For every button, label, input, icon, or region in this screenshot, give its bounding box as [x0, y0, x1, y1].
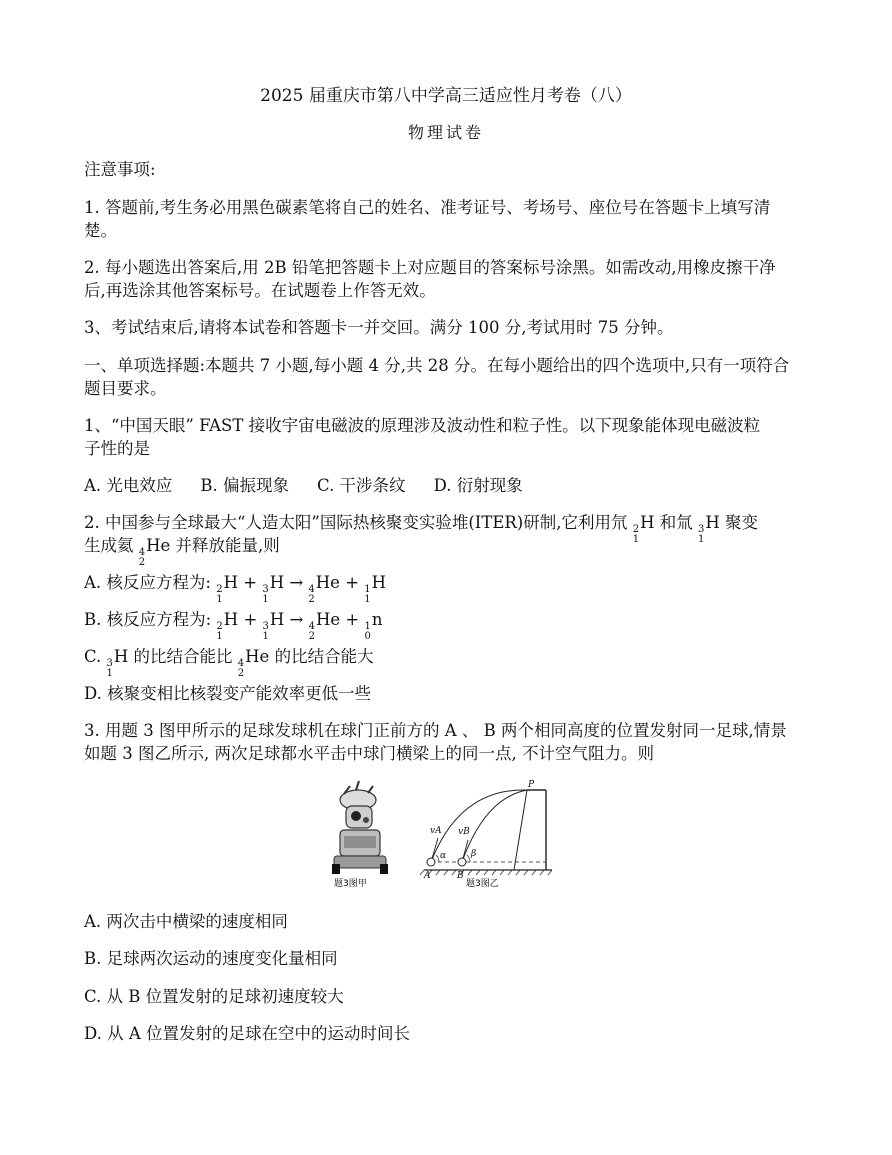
section-1-line-1: 一、单项选择题:本题共 7 小题,每小题 4 分,共 28 分。在每小题给出的四个选项中,只有一项符合	[84, 356, 790, 375]
section-1-line-2: 题目要求。	[84, 379, 167, 398]
q2-stem-line-1: 2. 中国参与全球最大“人造太阳”国际热核聚变实验堆(ITER)研制,它利用氘 $^{2 1}$ H 和氚 $^{3 1}$ H 聚变	[84, 513, 758, 545]
q2-option-b: B. 核反应方程为: $^{2 1}$ H + $^{3 1}$ H → $^{4 2}$ He + $^{1 0}$ n	[84, 610, 383, 642]
label-vA: vA	[430, 826, 442, 836]
ball-launcher-machine	[332, 781, 388, 874]
notice-item-2-line-1: 2. 每小题选出答案后,用 2B 铅笔把答题卡上对应题目的答案标号涂黑。如需改动,用橡皮擦干净	[84, 258, 776, 277]
q1-option-d: D. 衍射现象	[433, 476, 523, 495]
notice-item-1-line-1: 1. 答题前,考生务必用黑色碳素笔将自己的姓名、准考证号、考场号、座位号在答题卡上填写清	[84, 198, 771, 217]
q3-stem-line-2: 如题 3 图乙所示, 两次足球都水平击中球门横梁上的同一点, 不计空气阻力。则	[84, 744, 654, 763]
nuclide-He4: 4 2	[138, 547, 146, 568]
notice-heading: 注意事项:	[84, 160, 156, 179]
q3-figure	[320, 778, 560, 896]
q1-option-a: A. 光电效应	[84, 476, 173, 495]
label-B: B	[457, 871, 464, 881]
nuclide-H3: 3 1	[697, 524, 705, 545]
q2-option-d: D. 核聚变相比核裂变产能效率更低一些	[84, 684, 372, 703]
label-alpha: α	[440, 851, 447, 861]
exam-title: 2025 届重庆市第八中学高三适应性月考卷（八）	[260, 86, 632, 106]
q2-stem-line-2: 生成氦 $^{4 2}$ He 并释放能量,则	[84, 536, 280, 568]
notice-item-1-line-2: 楚。	[84, 221, 117, 240]
q2-option-a: A. 核反应方程为: $^{2 1}$ H + $^{3 1}$ H → $^{4 2}$ He + $^{1 1}$ H	[84, 573, 387, 605]
q3-option-a: A. 两次击中横梁的速度相同	[84, 912, 288, 931]
fig-caption-a: 题3图甲	[334, 879, 367, 889]
exam-subtitle: 物理试卷	[407, 123, 484, 142]
label-beta: β	[471, 849, 477, 859]
label-P: P	[528, 780, 535, 790]
q3-option-d: D. 从 A 位置发射的足球在空中的运动时间长	[84, 1024, 411, 1043]
notice-item-3: 3、考试结束后,请将本试卷和答题卡一并交回。满分 100 分,考试用时 75 分钟。	[84, 318, 674, 337]
q1-options	[84, 474, 523, 498]
q2-option-c: C. $^{3 1}$ H 的比结合能比 $^{4 2}$ He 的比结合能大	[84, 647, 374, 679]
q3-stem-line-1: 3. 用题 3 图甲所示的足球发球机在球门正前方的 A 、 B 两个相同高度的位置发射同一足球,情景	[84, 721, 787, 740]
q1-stem-line-1: 1、“中国天眼” FAST 接收宇宙电磁波的原理涉及波动性和粒子性。以下现象能体现电磁波粒	[84, 416, 761, 435]
label-A: A	[424, 871, 431, 881]
q1-stem-line-2: 子性的是	[84, 439, 150, 458]
q1-option-b: B. 偏振现象	[200, 476, 290, 495]
q3-option-c: C. 从 B 位置发射的足球初速度较大	[84, 987, 344, 1006]
label-vB: vB	[458, 827, 470, 837]
q3-option-b: B. 足球两次运动的速度变化量相同	[84, 949, 338, 968]
q1-option-c: C. 干涉条纹	[317, 476, 406, 495]
notice-item-2-line-2: 后,再选涂其他答案标号。在试题卷上作答无效。	[84, 281, 436, 300]
fig-caption-b: 题3图乙	[466, 879, 499, 889]
nuclide-H2: 2 1	[632, 524, 640, 545]
q3-figure-svg	[320, 778, 560, 896]
